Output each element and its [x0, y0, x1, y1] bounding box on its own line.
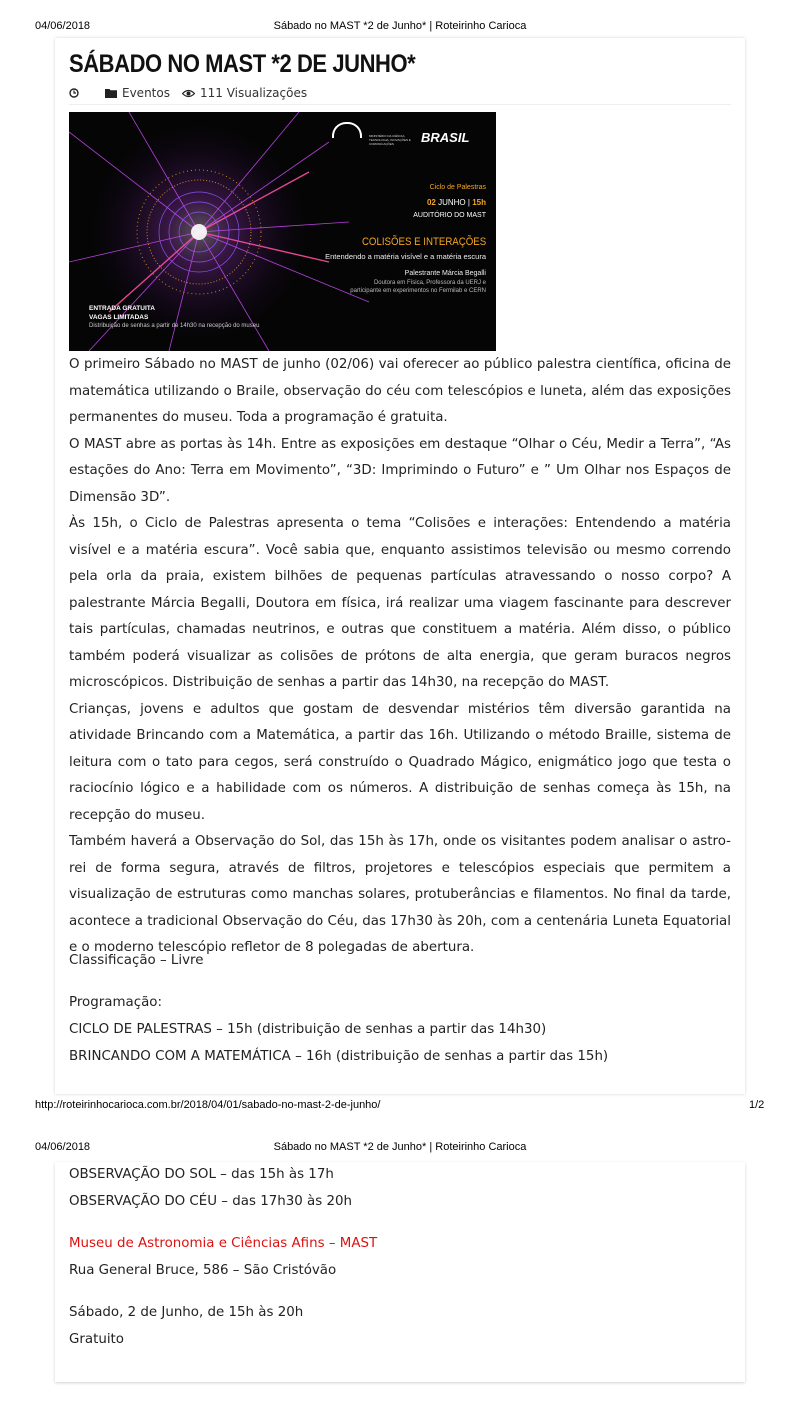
- poster-subheadline: Entendendo a matéria visível e a matéria escura: [325, 252, 486, 261]
- poster-time: 15h: [472, 198, 486, 207]
- poster-speaker-bio-2: participante em experimentos no Fermilab e CERN: [350, 288, 486, 294]
- ministry-logo: MINISTÉRIO DA CIÊNCIA, TECNOLOGIA, INOVAÇÕES E COMUNICAÇÕES: [369, 134, 411, 146]
- program-item-4: OBSERVAÇÃO DO CÉU – das 17h30 às 20h: [69, 1194, 352, 1209]
- poster-series: Ciclo de Palestras: [429, 184, 486, 191]
- clock-icon: [69, 88, 79, 98]
- article-card-continued: [55, 1162, 745, 1382]
- paragraph-3: Às 15h, o Ciclo de Palestras apresenta o tema “Colisões e interações: Entendendo a matéria visível e a matéria escura”. Você sabia que, enquanto assistimos televisão ou mesmo correndo pela orla da praia, existem bilhões de pequenas partículas atravessando o nosso corpo? A palestrante Márcia Begalli, Doutora em física, irá realizar uma viagem fascinante para descrever tais partículas, chamadas neutrinos, e outras que constituem a matéria. Além disso, o público também poderá visualizar as colisões de prótons de alta energia, que geram buracos negros microscópicos. Distribuição de senhas a partir das 14h30, na recepção do MAST.: [69, 516, 731, 690]
- meta-category[interactable]: [105, 86, 170, 100]
- poster-headline: COLISÕES E INTERAÇÕES: [361, 236, 486, 248]
- brasil-logo: BRASIL: [421, 130, 470, 145]
- views-count: 111 Visualizações: [199, 86, 308, 100]
- program-label: Programação:: [69, 995, 162, 1010]
- program-item-1: CICLO DE PALESTRAS – 15h (distribuição de senhas a partir das 14h30): [69, 1022, 547, 1037]
- paragraph-2: O MAST abre as portas às 14h. Entre as exposições em destaque “Olhar o Céu, Medir a Terra”, “As estações do Ano: Terra em Movimento”, “3D: Imprimindo o Futuro” e ” Um Olhar nos Espaços de Dimensão 3D”.: [69, 436, 731, 505]
- poster-entry-tickets: Distribuição de senhas a partir de 14h30 na recepção do museu: [89, 323, 260, 329]
- poster-entry-free: ENTRADA GRATUITA: [89, 305, 155, 312]
- paragraph-4: Crianças, jovens e adultos que gostam de desvendar mistérios têm diversão garantida na atividade Brincando com a Matemática, a partir das 16h. Utilizando o método Braille, sistema de leitura com o tato para cegos, será construído o Quadrado Mágico, enigmático jogo que testa o raciocínio lógico e a habilidade com os números. A distribuição de senhas começa às 15h, na recepção do museu.: [69, 701, 731, 823]
- program-item-2: BRINCANDO COM A MATEMÁTICA – 16h (distribuição de senhas a partir das 15h): [69, 1049, 609, 1064]
- poster-speaker-bio-1: Doutora em Física, Professora da UERJ e: [373, 280, 486, 286]
- meta-date: [69, 88, 79, 98]
- event-poster[interactable]: [69, 112, 496, 351]
- category-label: Eventos: [122, 86, 170, 100]
- article-title: SÁBADO NO MAST *2 DE JUNHO*: [69, 50, 416, 78]
- venue-link[interactable]: Museu de Astronomia e Ciências Afins – MAST: [69, 1236, 378, 1251]
- print-date: 04/06/2018: [35, 20, 91, 32]
- venue-address: Rua General Bruce, 586 – São Cristóvão: [69, 1263, 337, 1278]
- paragraph-5: Também haverá a Observação do Sol, das 15h às 17h, onde os visitantes podem analisar o astro-rei de forma segura, através de filtros, projetores e telescópios especiais que permitem a visualização de estruturas como manchas solares, protuberâncias e filamentos. No final da tarde, acontece a tradicional Observação do Céu, das 17h30 às 20h, com a centenária Luneta Equatorial e o moderno telescópio refletor de 8 polegadas de abertura.: [69, 834, 731, 955]
- poster-date: [427, 198, 486, 207]
- print-title: Sábado no MAST *2 de Junho* | Roteirinho Carioca: [273, 20, 527, 32]
- poster-entry-limited: VAGAS LIMITADAS: [89, 314, 149, 321]
- print-title-page2: Sábado no MAST *2 de Junho* | Roteirinho Carioca: [273, 1141, 527, 1153]
- program-item-3: OBSERVAÇÃO DO SOL – das 15h às 17h: [69, 1167, 334, 1182]
- event-price: Gratuito: [69, 1332, 124, 1347]
- poster-venue: AUDITÓRIO DO MAST: [413, 212, 486, 219]
- poster-speaker: Palestrante Márcia Begalli: [404, 270, 486, 277]
- poster-date-month: JUNHO: [438, 198, 466, 207]
- poster-date-day: 02: [426, 198, 436, 207]
- print-date-page2: 04/06/2018: [35, 1141, 91, 1153]
- article-body: [69, 352, 731, 962]
- eye-icon: [182, 89, 195, 98]
- print-page-number: 1/2: [749, 1099, 765, 1111]
- event-when: Sábado, 2 de Junho, de 15h às 20h: [69, 1305, 304, 1320]
- poster-date-sep: |: [467, 198, 473, 207]
- classification: Classificação – Livre: [69, 953, 204, 968]
- print-url: http://roteirinhocarioca.com.br/2018/04/01/sabado-no-mast-2-de-junho/: [35, 1099, 381, 1111]
- article-meta: [69, 86, 319, 100]
- meta-divider: [69, 104, 731, 105]
- folder-icon: [105, 88, 117, 98]
- article-card: [55, 38, 745, 1094]
- meta-views: [182, 86, 307, 100]
- paragraph-1: O primeiro Sábado no MAST de junho (02/06) vai oferecer ao público palestra científica, oficina de matemática utilizando o Braile, observação do céu com telescópios e luneta, além das exposições permanentes do museu. Toda a programação é gratuita.: [69, 357, 731, 425]
